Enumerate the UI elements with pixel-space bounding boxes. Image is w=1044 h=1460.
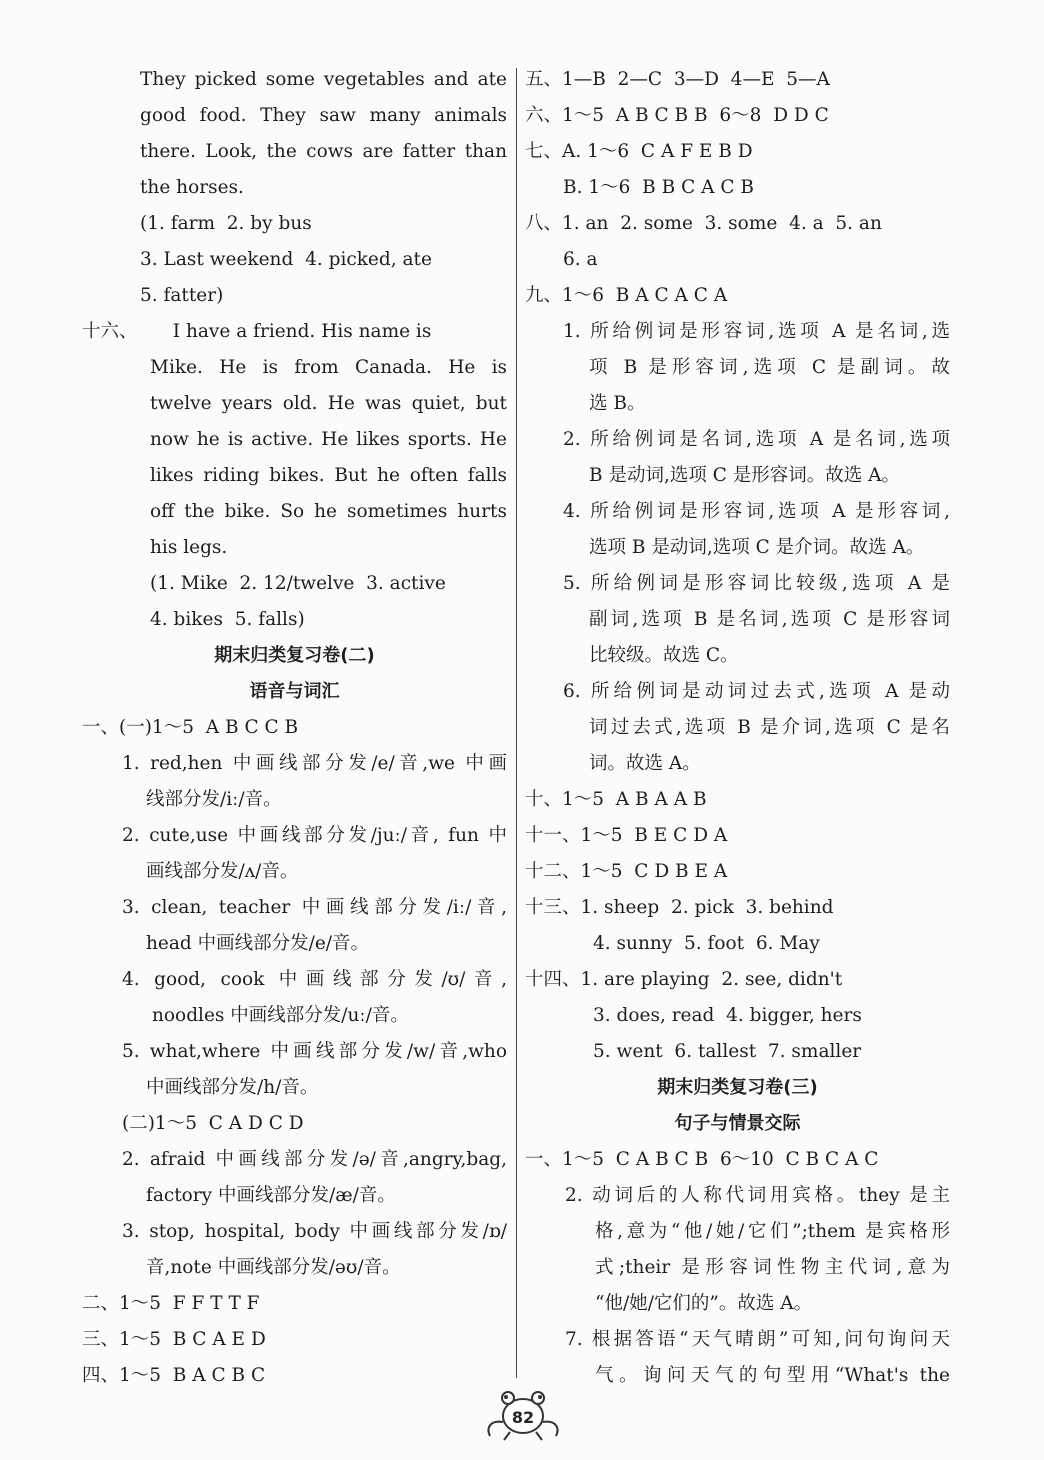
line-text: 十一、1～5 B E C D A	[525, 825, 728, 846]
text-line	[525, 134, 950, 170]
text-line	[525, 98, 950, 134]
line-text: 2. afraid 中画线部分发/ə/音,angry,bag,	[122, 1149, 507, 1170]
text-line	[82, 710, 507, 746]
line-text: 6. 所给例词是动词过去式,选项 A 是动	[563, 681, 950, 702]
line-text: head 中画线部分发/e/音。	[146, 933, 370, 954]
line-text: 中画线部分发/h/音。	[146, 1077, 319, 1098]
text-line	[525, 62, 950, 98]
text-line	[82, 314, 507, 350]
line-text: (1. Mike 2. 12/twelve 3. active	[150, 573, 446, 594]
text-line	[82, 530, 507, 566]
text-line	[82, 422, 507, 458]
line-text: 3. does, read 4. bigger, hers	[593, 1005, 862, 1026]
text-line	[82, 746, 507, 782]
line-text: 5. 所给例词是形容词比较级,选项 A 是	[563, 573, 950, 594]
line-text: (1. farm 2. by bus	[140, 213, 312, 234]
text-line	[525, 674, 950, 710]
line-text: off the bike. So he sometimes hurts	[150, 501, 507, 522]
line-text: 选 B。	[589, 393, 646, 414]
section-heading: 句子与情景交际	[674, 1113, 801, 1134]
text-line	[82, 134, 507, 170]
line-text: 6. a	[563, 249, 598, 270]
text-line	[525, 746, 950, 782]
line-text: 词过去式,选项 B 是介词,选项 C 是名	[589, 717, 950, 738]
text-line	[525, 926, 950, 962]
text-line	[82, 602, 507, 638]
text-line	[82, 1250, 507, 1286]
page-number: 82	[511, 1408, 535, 1427]
question-label: 十六、	[82, 321, 138, 342]
line-text: 3. clean, teacher 中画线部分发/iː/音,	[122, 897, 507, 918]
left-column	[82, 62, 507, 1394]
line-text: 1. 所给例词是形容词,选项 A 是名词,选	[563, 321, 950, 342]
text-line	[525, 710, 950, 746]
text-line	[82, 386, 507, 422]
line-text: 十四、1. are playing 2. see, didn't	[525, 969, 843, 990]
text-line	[525, 350, 950, 386]
text-line	[82, 926, 507, 962]
line-text: 音,note 中画线部分发/əʊ/音。	[146, 1257, 401, 1278]
line-text: B 是动词,选项 C 是形容词。故选 A。	[589, 465, 901, 486]
line-text: noodles 中画线部分发/uː/音。	[152, 1005, 409, 1026]
line-text: 2. 动词后的人称代词用宾格。they 是主	[565, 1185, 950, 1206]
text-line	[525, 458, 950, 494]
line-text: there. Look, the cows are fatter than	[140, 141, 507, 162]
text-line	[82, 242, 507, 278]
line-text: his legs.	[150, 537, 228, 558]
text-line	[525, 602, 950, 638]
text-line	[82, 1322, 507, 1358]
text-line	[525, 494, 950, 530]
text-line	[525, 1142, 950, 1178]
text-line	[525, 1178, 950, 1214]
line-text: 画线部分发/ʌ/音。	[146, 861, 299, 882]
text-line	[82, 782, 507, 818]
text-line	[82, 494, 507, 530]
line-text: 项 B 是形容词,选项 C 是副词。故	[589, 357, 950, 378]
section-heading: 语音与词汇	[249, 681, 340, 702]
text-line	[525, 530, 950, 566]
line-text: 7. 根据答语“天气晴朗”可知,问句询问天	[565, 1329, 950, 1350]
line-text: 4. sunny 5. foot 6. May	[593, 933, 820, 954]
line-text: 3. stop, hospital, body 中画线部分发/ɒ/	[122, 1221, 507, 1242]
line-text: 词。故选 A。	[589, 753, 701, 774]
line-text: 1. red,hen 中画线部分发/e/音,we 中画	[122, 753, 507, 774]
text-line	[82, 566, 507, 602]
line-text: 四、1～5 B A C B C	[82, 1365, 266, 1386]
text-line	[82, 1106, 507, 1142]
line-text: 比较级。故选 C。	[589, 645, 739, 666]
line-text: 二、1～5 F F T T F	[82, 1293, 260, 1314]
text-line	[525, 242, 950, 278]
text-line	[525, 818, 950, 854]
line-text: 三、1～5 B C A E D	[82, 1329, 266, 1350]
line-text: 3. Last weekend 4. picked, ate	[140, 249, 432, 270]
page-number-badge	[480, 1388, 566, 1444]
line-text: 气。询问天气的句型用“What's the	[595, 1365, 950, 1386]
text-line	[82, 818, 507, 854]
line-text: 4. good, cook 中画线部分发/ʊ/音,	[122, 969, 507, 990]
text-line	[525, 422, 950, 458]
column-divider	[516, 68, 517, 1378]
line-text: the horses.	[140, 177, 244, 198]
text-line	[82, 278, 507, 314]
text-line	[525, 998, 950, 1034]
line-text: 一、(一)1～5 A B C C B	[82, 717, 299, 738]
line-text: “他/她/它们的”。故选 A。	[595, 1293, 813, 1314]
line-text: B. 1～6 B B C A C B	[563, 177, 755, 198]
section-heading: 期末归类复习卷(三)	[657, 1077, 818, 1098]
text-line	[82, 1286, 507, 1322]
text-line	[525, 1322, 950, 1358]
line-text: now he is active. He likes sports. He	[150, 429, 507, 450]
text-line	[525, 566, 950, 602]
line-text: 5. what,where 中画线部分发/w/音,who	[122, 1041, 507, 1062]
text-line	[82, 1178, 507, 1214]
right-column	[525, 62, 950, 1394]
text-line	[525, 638, 950, 674]
line-text: 五、1—B 2—C 3—D 4—E 5—A	[525, 69, 830, 90]
line-text: 选项 B 是动词,选项 C 是介词。故选 A。	[589, 537, 925, 558]
text-line	[82, 1070, 507, 1106]
text-line	[82, 1142, 507, 1178]
text-line	[82, 1358, 507, 1394]
line-text: 式;their 是形容词性物主代词,意为	[595, 1257, 950, 1278]
text-line	[525, 1034, 950, 1070]
text-line	[82, 998, 507, 1034]
text-line	[82, 1214, 507, 1250]
text-line	[525, 314, 950, 350]
text-line	[525, 1358, 950, 1394]
line-text: 十、1～5 A B A A B	[525, 789, 707, 810]
text-line	[525, 206, 950, 242]
text-line	[525, 890, 950, 926]
text-line	[525, 1214, 950, 1250]
line-text: 七、A. 1～6 C A F E B D	[525, 141, 753, 162]
line-text: 格,意为“他/她/它们”;them 是宾格形	[595, 1221, 950, 1242]
line-text: 六、1～5 A B C B B 6～8 D D C	[525, 105, 829, 126]
text-line	[525, 962, 950, 998]
text-line	[525, 1250, 950, 1286]
line-text: I have a friend. His name is	[137, 321, 432, 342]
line-text: 十二、1～5 C D B E A	[525, 861, 728, 882]
line-text: 4. bikes 5. falls)	[150, 609, 305, 630]
text-line	[82, 854, 507, 890]
line-text: 线部分发/iː/音。	[146, 789, 282, 810]
line-text: 5. fatter)	[140, 285, 224, 306]
line-text: factory 中画线部分发/æ/音。	[146, 1185, 396, 1206]
line-text: likes riding bikes. But he often falls	[150, 465, 507, 486]
line-text: 九、1～6 B A C A C A	[525, 285, 728, 306]
text-line	[82, 62, 507, 98]
line-text: 十三、1. sheep 2. pick 3. behind	[525, 897, 834, 918]
line-text: (二)1～5 C A D C D	[122, 1113, 304, 1134]
line-text: 5. went 6. tallest 7. smaller	[593, 1041, 862, 1062]
text-line	[525, 278, 950, 314]
text-line	[82, 1034, 507, 1070]
line-text: Mike. He is from Canada. He is	[150, 357, 507, 378]
text-line	[82, 350, 507, 386]
line-text: 副词,选项 B 是名词,选项 C 是形容词	[589, 609, 950, 630]
text-line	[82, 962, 507, 998]
text-line	[82, 98, 507, 134]
text-line	[525, 782, 950, 818]
text-line	[82, 458, 507, 494]
line-text: twelve years old. He was quiet, but	[150, 393, 507, 414]
line-text: 2. 所给例词是名词,选项 A 是名词,选项	[563, 429, 950, 450]
text-line	[525, 386, 950, 422]
line-text: They picked some vegetables and ate	[140, 69, 507, 90]
line-text: good food. They saw many animals	[140, 105, 507, 126]
text-line	[525, 170, 950, 206]
line-text: 4. 所给例词是形容词,选项 A 是形容词,	[563, 501, 950, 522]
section-heading: 期末归类复习卷(二)	[214, 645, 375, 666]
line-text: 八、1. an 2. some 3. some 4. a 5. an	[525, 213, 882, 234]
text-line	[82, 206, 507, 242]
text-line	[82, 890, 507, 926]
line-text: 一、1～5 C A B C B 6～10 C B C A C	[525, 1149, 879, 1170]
text-line	[82, 170, 507, 206]
text-line	[525, 1286, 950, 1322]
text-line	[525, 854, 950, 890]
line-text: 2. cute,use 中画线部分发/juː/音, fun 中	[122, 825, 507, 846]
